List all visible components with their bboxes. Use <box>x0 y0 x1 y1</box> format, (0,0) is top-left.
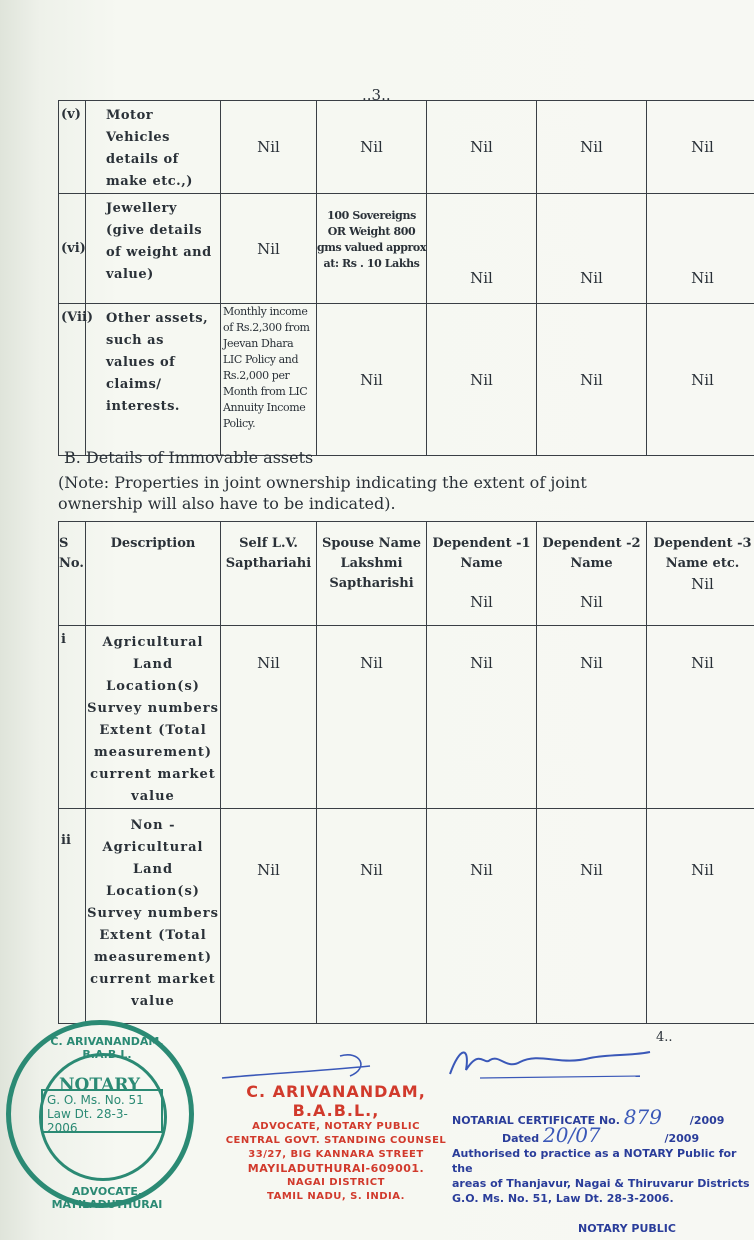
certificate-number-line <box>452 1105 752 1129</box>
row-label: Motor Vehicles details of make etc.,) <box>86 101 221 194</box>
dependent-2-value: Nil <box>537 626 647 809</box>
self-value: Nil <box>221 626 317 809</box>
stamp-line-5: NAGAI DISTRICT <box>287 1177 385 1188</box>
row-description: Agricultural Land Location(s) Survey numbers Extent (Total measurement) current market value <box>86 626 221 809</box>
row-number: (v) <box>59 101 86 194</box>
row-label: Jewellery (give details of weight and value) <box>86 194 221 304</box>
stamp-line-3: 33/27, BIG KANNARA STREET <box>248 1149 424 1160</box>
row-number: (Vii) <box>59 304 86 456</box>
dependent-2-value: Nil <box>537 304 647 456</box>
dependent-3-value: Nil <box>647 626 754 809</box>
row-number: i <box>59 626 86 809</box>
dependent-1-value: Nil <box>427 304 537 456</box>
dependent-1-value: Nil <box>427 194 537 304</box>
certificate-auth-3: G.O. Ms. No. 51, Law Dt. 28-3-2006. <box>452 1192 674 1205</box>
certificate-number: 879 <box>623 1105 662 1129</box>
stamp-signature-line <box>220 1046 380 1086</box>
header-spouse: Spouse Name Lakshmi Saptharishi <box>317 522 427 626</box>
seal-box <box>41 1089 163 1133</box>
spouse-value: Nil <box>317 101 427 194</box>
header-dependent-1-label: Dependent -1 Name <box>432 536 531 571</box>
spouse-value: 100 Sovereigns OR Weight 800 gms valued approx at: Rs . 10 Lakhs <box>317 194 427 304</box>
seal-line-1: G. O. Ms. No. 51 <box>47 1093 144 1107</box>
seal-top-text: C. ARIVANANDAM, B.A.B.L. <box>50 1035 164 1061</box>
certificate-dated-line <box>452 1123 752 1147</box>
header-dependent-1-nil: Nil <box>470 593 493 611</box>
table-header-row <box>59 522 754 626</box>
certificate-auth-1: Authorised to practice as a NOTARY Public for the <box>452 1147 737 1175</box>
self-value: Nil <box>221 101 317 194</box>
header-dependent-3-nil: Nil <box>691 575 714 593</box>
notary-public-label: NOTARY PUBLIC <box>578 1222 676 1235</box>
dependent-3-value: Nil <box>647 809 754 1024</box>
certificate-date: 20/07 <box>543 1123 601 1147</box>
movable-assets-table <box>58 100 754 456</box>
row-number: (vi) <box>59 194 86 304</box>
section-b-title: B. Details of Immovable assets <box>64 448 314 467</box>
dependent-3-value: Nil <box>647 101 754 194</box>
notary-seal <box>6 1020 194 1211</box>
row-description: Non -Agricultural Land Location(s) Survey numbers Extent (Total measurement) current market value <box>86 809 221 1024</box>
self-value: Monthly income of Rs.2,300 from Jeevan Dhara LIC Policy and Rs.2,000 per Month from LIC Annuity Income Policy. <box>221 304 317 456</box>
header-description: Description <box>86 522 221 626</box>
table-row <box>59 304 754 456</box>
header-dependent-3 <box>647 522 754 626</box>
stamp-name: C. ARIVANANDAM, B.A.B.L., <box>246 1082 426 1120</box>
dependent-1-value: Nil <box>427 809 537 1024</box>
dependent-1-value: Nil <box>427 101 537 194</box>
next-page-marker: 4.. <box>656 1030 673 1045</box>
immovable-assets-table <box>58 521 754 1024</box>
certificate-label: NOTARIAL CERTIFICATE No. <box>452 1114 620 1127</box>
notarial-certificate <box>452 1105 752 1206</box>
signature <box>440 1036 660 1086</box>
header-dependent-3-label: Dependent -3 Name etc. <box>653 536 752 571</box>
seal-title: NOTARY <box>59 1075 140 1095</box>
advocate-stamp <box>216 1082 456 1204</box>
header-sno: S No. <box>59 522 86 626</box>
spouse-value: Nil <box>317 809 427 1024</box>
header-dependent-2-label: Dependent -2 Name <box>542 536 641 571</box>
row-label: Other assets, such as values of claims/ interests. <box>86 304 221 456</box>
dependent-3-value: Nil <box>647 304 754 456</box>
certificate-year-2: /2009 <box>664 1132 700 1145</box>
section-b-note: (Note: Properties in joint ownership indicating the extent of joint ownership will also have to be indicated). <box>58 473 587 513</box>
self-value: Nil <box>221 194 317 304</box>
table-row <box>59 101 754 194</box>
row-number: ii <box>59 809 86 1024</box>
spouse-value: Nil <box>317 626 427 809</box>
header-self: Self L.V. Sapthariahi <box>221 522 317 626</box>
certificate-auth-2: areas of Thanjavur, Nagai & Thiruvarur Districts <box>452 1177 750 1190</box>
dependent-2-value: Nil <box>537 194 647 304</box>
dependent-2-value: Nil <box>537 809 647 1024</box>
dependent-3-value: Nil <box>647 194 754 304</box>
header-dependent-1 <box>427 522 537 626</box>
spouse-value: Nil <box>317 304 427 456</box>
stamp-line-4: MAYILADUTHURAI-609001. <box>247 1162 425 1175</box>
dependent-2-value: Nil <box>537 101 647 194</box>
table-row <box>59 194 754 304</box>
stamp-line-6: TAMIL NADU, S. INDIA. <box>267 1191 405 1202</box>
page-number: ..3.. <box>362 86 391 104</box>
seal-line-2: Law Dt. 28-3-2006 <box>47 1107 128 1135</box>
self-value: Nil <box>221 809 317 1024</box>
dependent-1-value: Nil <box>427 626 537 809</box>
header-dependent-2 <box>537 522 647 626</box>
table-row <box>59 809 754 1024</box>
header-dependent-2-nil: Nil <box>580 593 603 611</box>
certificate-dated-label: Dated <box>502 1132 540 1145</box>
certificate-year-1: /2009 <box>689 1114 725 1127</box>
stamp-line-2: CENTRAL GOVT. STANDING COUNSEL <box>225 1135 447 1146</box>
seal-bottom-text: ADVOCATE, MAYILADUTHURAI <box>51 1185 163 1211</box>
stamp-line-1: ADVOCATE, NOTARY PUBLIC <box>252 1121 420 1132</box>
table-row <box>59 626 754 809</box>
